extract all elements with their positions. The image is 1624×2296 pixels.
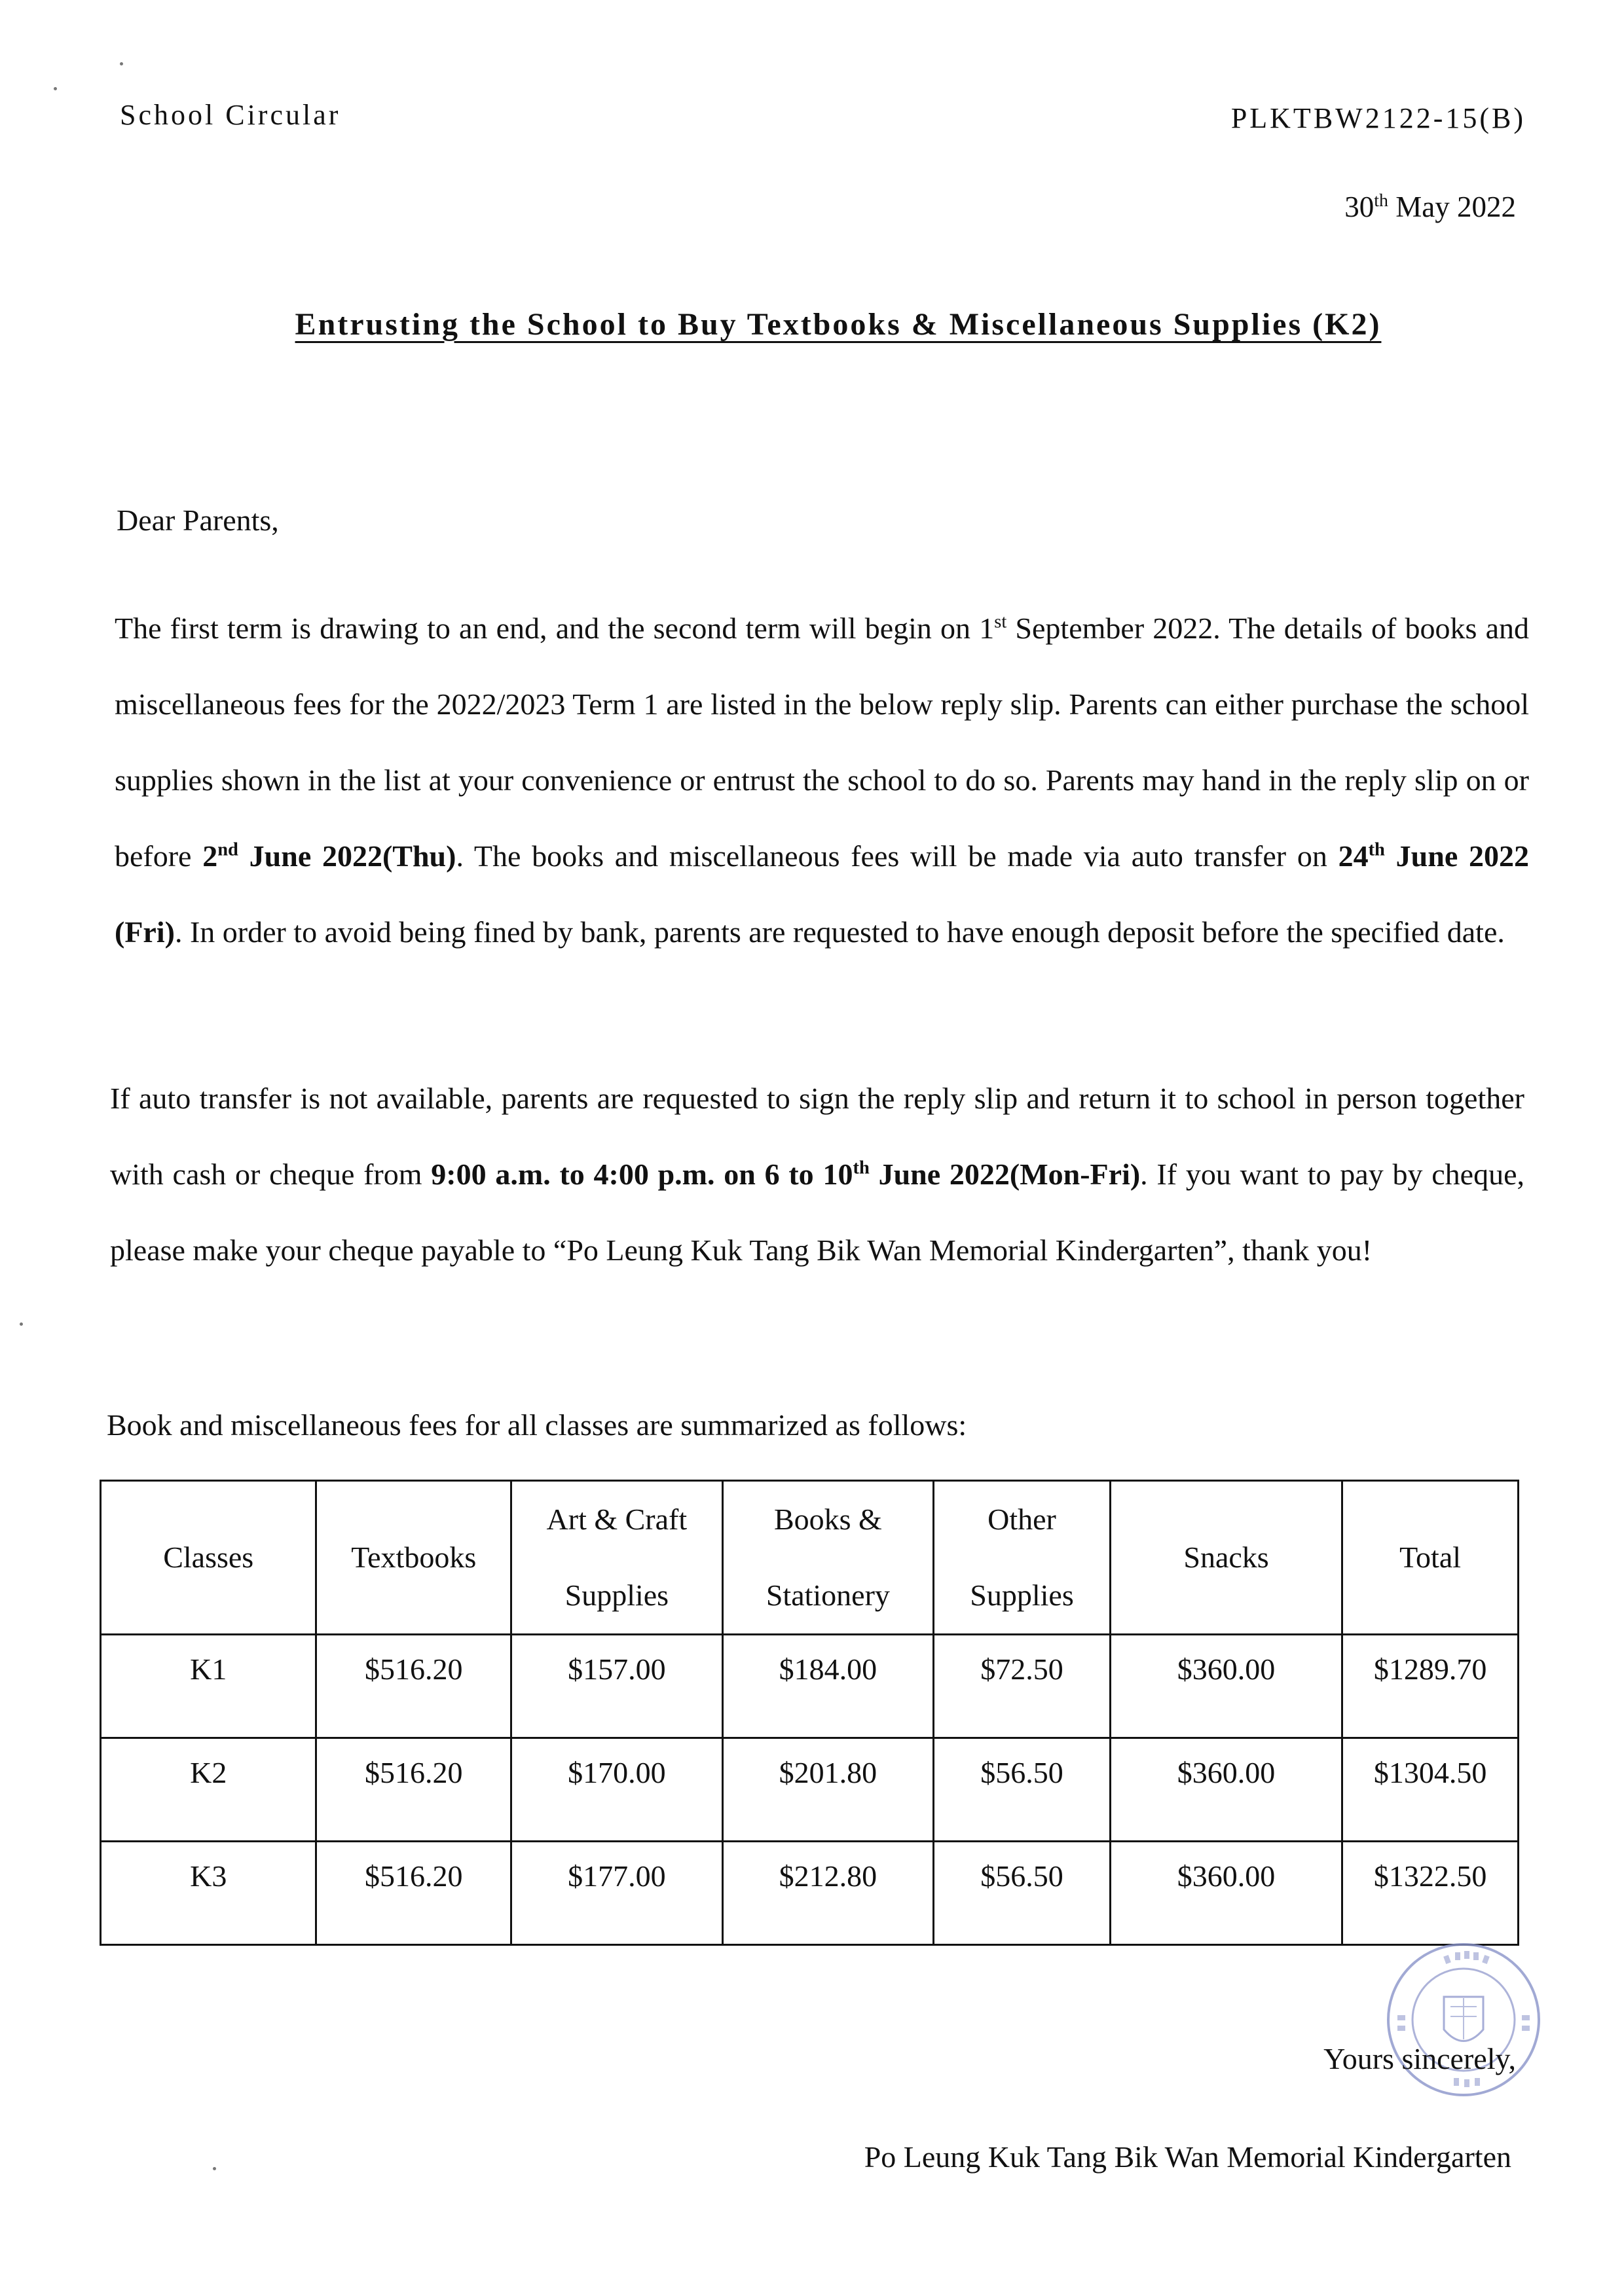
table-cell: $56.50 (934, 1738, 1111, 1842)
table-cell: $516.20 (316, 1842, 511, 1945)
paragraph-payment-details: If auto transfer is not available, parents are requested to sign the reply slip and return it to school in person together with cash or cheque from 9:00 a.m. to 4:00 p.m. on 6 to 10th June 2022(Mon-Fri). If you want to pay by cheque, please make your cheque payable to “Po Leung Kuk Tang Bik Wan Memorial Kindergarten”, thank you! (110, 1082, 1524, 1267)
circular-label: School Circular (120, 99, 341, 131)
table-row (101, 1842, 1519, 1945)
scan-speck (213, 2167, 216, 2170)
table-cell: K3 (101, 1842, 316, 1945)
table-cell: $201.80 (722, 1738, 934, 1842)
scan-speck (120, 62, 123, 65)
scan-speck (54, 87, 57, 90)
table-cell: $360.00 (1110, 1738, 1342, 1842)
table-cell: $177.00 (511, 1842, 723, 1945)
header-classes: Classes (101, 1481, 316, 1635)
header-textbooks: Textbooks (316, 1481, 511, 1635)
table-cell: $516.20 (316, 1635, 511, 1738)
table-header-row (101, 1481, 1519, 1635)
scan-speck (20, 1322, 23, 1326)
table-cell: $157.00 (511, 1635, 723, 1738)
table-row (101, 1738, 1519, 1842)
reference-number: PLKTBW2122-15(B) (1230, 102, 1526, 134)
header-total: Total (1342, 1481, 1519, 1635)
table-cell: $212.80 (722, 1842, 934, 1945)
paragraph-fees-details: The first term is drawing to an end, and the second term will begin on 1st September 2022. The details of books and miscellaneous fees for the 2022/2023 Term 1 are listed in the below reply slip. Parents can either purchase the school supplies shown in the list at your convenience or entrust the school to do so. Parents may hand in the reply slip on or before 2nd June 2022(Thu). The books and miscellaneous fees will be made via auto transfer on 24th June 2022 (Fri). In order to avoid being fined by bank, parents are requested to have enough deposit before the specified date. (115, 611, 1529, 949)
fees-table (100, 1480, 1519, 1946)
table-cell: $360.00 (1110, 1842, 1342, 1945)
header-art-craft-supplies: Art & Craft Supplies (511, 1481, 723, 1635)
table-cell: $1304.50 (1342, 1738, 1519, 1842)
closing: Yours sincerely, (1323, 2042, 1516, 2075)
salutation: Dear Parents, (117, 503, 279, 537)
school-seal-icon (1382, 1938, 1545, 2102)
circular-title: Entrusting the School to Buy Textbooks & Miscellaneous Supplies (K2) (295, 307, 1382, 342)
table-row (101, 1635, 1519, 1738)
table-cell: $184.00 (722, 1635, 934, 1738)
table-cell: $72.50 (934, 1635, 1111, 1738)
signature-school-name: Po Leung Kuk Tang Bik Wan Memorial Kindergarten (864, 2140, 1511, 2174)
table-cell: K1 (101, 1635, 316, 1738)
table-cell: $1289.70 (1342, 1635, 1519, 1738)
summary-line: Book and miscellaneous fees for all classes are summarized as follows: (107, 1408, 967, 1442)
table-cell: $360.00 (1110, 1635, 1342, 1738)
table-cell: $516.20 (316, 1738, 511, 1842)
table-cell: $56.50 (934, 1842, 1111, 1945)
table-cell: K2 (101, 1738, 316, 1842)
header-other-supplies: Other Supplies (934, 1481, 1111, 1635)
table-cell: $170.00 (511, 1738, 723, 1842)
circular-date: 30th May 2022 (1344, 191, 1516, 223)
header-snacks: Snacks (1110, 1481, 1342, 1635)
header-books-stationery: Books & Stationery (722, 1481, 934, 1635)
table-cell: $1322.50 (1342, 1842, 1519, 1945)
